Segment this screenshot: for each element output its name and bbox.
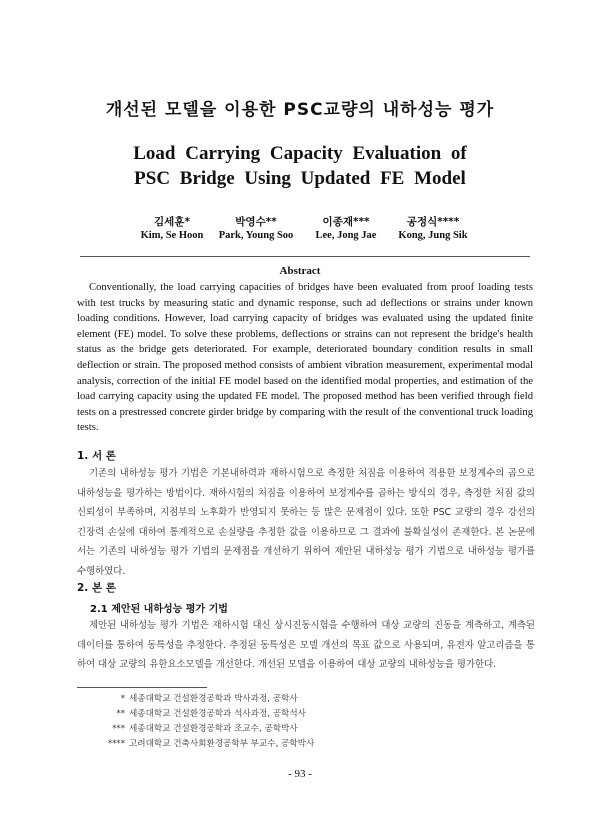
footnote-text: 세종대학교 건설환경공학과 조교수, 공학박사: [129, 724, 298, 734]
section-body-introduction: 기존의 내하성능 평가 기법은 기본내하력과 재하시험으로 측정한 처짐을 이용하여 적용한 보정계수의 곱으로 내하성능을 평가하는 방법이다. 재하시험의 처짐을 이용하여 보정계수를 곱하는 방식의 경우, 측정한 처짐 값의 신뢰성이 부족하며, 지점부의 노후화가 반영되지 못하는 등 많은 문제점이 있다. 또한 PSC 교량의 경우 강선의 긴장력 손실에 대하여 통계적으로 손실량을 추정한 값을 이용하므로 그 결과에 불확실성이 존재한다. 본 논문에서는 기존의 내하성능 평가 기법의 문제점을 개선하기 위하여 제안된 내하성능 평가 기법으로 내하성능 평가를 수행하였다.: [77, 468, 535, 577]
footnote: [77, 722, 477, 737]
footnote-text: 세종대학교 건설환경공학과 석사과정, 공학석사: [129, 709, 306, 719]
footnote-text: 고려대학교 건축사회환경공학부 부교수, 공학박사: [129, 739, 315, 749]
subsection-body: 제안된 내하성능 평가 기법은 재하시험 대신 상시진동시험을 수행하여 대상 교량의 진동을 계측하고, 계측된 데이터를 통하여 동특성을 추정한다. 추정된 동특성은 모델 개선의 목표 값으로 사용되며, 유전자 알고리즘을 통하여 대상 교량의 유한요소모델을 개선한다. 개선된 모델을 이용하여 대상 교량의 내하성능을 평가한다.: [77, 620, 535, 670]
footnote-divider: [77, 687, 207, 688]
footnote-list: [77, 692, 477, 752]
footnote: [77, 692, 477, 707]
author-name-korean: 김세훈*: [154, 216, 190, 228]
footnote-mark: **: [116, 709, 125, 719]
footnote-text: 세종대학교 건설환경공학과 박사과정, 공학사: [129, 694, 298, 704]
footnote-mark: *: [120, 694, 125, 704]
subsection-heading: 2.1 제안된 내하성능 평가 기법: [90, 604, 228, 615]
page-number: - 93 -: [288, 768, 312, 780]
section-heading-introduction: 1. 서 론: [77, 450, 116, 462]
author-name-english: Lee, Jong Jae: [315, 230, 377, 241]
author-name-english: Park, Young Soo: [218, 230, 294, 241]
footnote-mark: ****: [107, 739, 125, 749]
author: [373, 214, 493, 241]
paper-title-english-line-2: PSC Bridge Using Updated FE Model: [134, 168, 466, 189]
author-name-korean: 이종재***: [322, 216, 370, 228]
footnote: [77, 737, 477, 752]
header-divider: [80, 256, 530, 257]
abstract-heading: Abstract: [279, 265, 321, 277]
paper-title-english-line-1: Load Carrying Capacity Evaluation of: [133, 143, 467, 164]
author-name-korean: 박영수**: [235, 216, 277, 228]
author-name-korean: 공정식****: [406, 216, 460, 228]
author-name-english: Kong, Jung Sik: [398, 230, 468, 241]
paper-title-korean: 개선된 모델을 이용한 PSC교량의 내하성능 평가: [105, 100, 495, 120]
footnote: [77, 707, 477, 722]
author-name-english: Kim, Se Hoon: [140, 230, 204, 241]
footnote-mark: ***: [112, 724, 125, 734]
section-heading-main: 2. 본 론: [77, 582, 116, 594]
abstract-body: Conventionally, the load carrying capacities of bridges have been evaluated from proof loading tests with test trucks by measuring static and dynamic response, such ad deflections or strains under known loading conditions. However, load carrying capacity of bridges was evaluated using the updated finite element (FE) model. To solve these problems, deflections or strains can not represent the bridge's health status as the bridge gets deteriorated. For example, deteriorated boundary condition results in small deflection or strain. The proposed method consists of ambient vibration measurement, experimental modal analysis, correction of the initial FE model based on the identified modal properties, and estimation of the load carrying capacity using the updated FE model. The proposed method has been verified through field tests on a prestressed concrete girder bridge by comparing with the result of the conventional truck loading tests.: [77, 282, 533, 434]
